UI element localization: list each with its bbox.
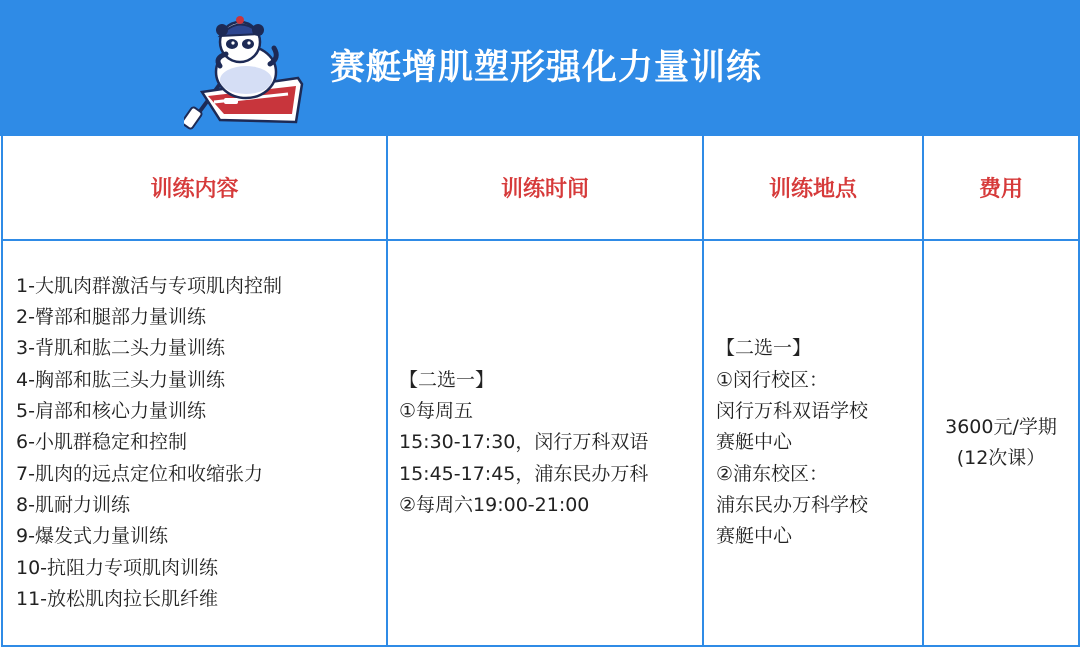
list-item: 3-背肌和肱二头力量训练 xyxy=(16,337,225,360)
header-content: 训练内容 xyxy=(2,136,387,240)
title-banner xyxy=(0,0,1080,136)
list-item: 8-肌耐力训练 xyxy=(16,493,130,516)
header-time: 训练时间 xyxy=(387,136,703,240)
list-item: 1-大肌肉群激活与专项肌肉控制 xyxy=(16,274,282,297)
time-line: ②每周六19:00-21:00 xyxy=(399,493,590,516)
list-item: 2-臀部和腿部力量训练 xyxy=(16,306,206,329)
list-item: 9-爆发式力量训练 xyxy=(16,525,168,548)
list-item: 6-小肌群稳定和控制 xyxy=(16,431,187,454)
header-location: 训练地点 xyxy=(703,136,923,240)
location-line: 赛艇中心 xyxy=(716,431,793,454)
fee-line: (12次课） xyxy=(956,447,1046,469)
location-cell xyxy=(703,240,923,646)
content-cell xyxy=(2,240,387,646)
time-cell xyxy=(387,240,703,646)
location-line: 闵行万科双语学校 xyxy=(716,400,869,423)
time-line: 【二选一】 xyxy=(399,368,495,391)
location-line: 浦东民办万科学校 xyxy=(716,493,869,516)
header-fee: 费用 xyxy=(923,136,1079,240)
page-title: 赛艇增肌塑形强化力量训练 xyxy=(330,48,763,88)
time-line: ①每周五 xyxy=(399,400,474,423)
list-item: 4-胸部和肱三头力量训练 xyxy=(16,368,225,391)
table-row xyxy=(2,240,1079,646)
list-item: 10-抗阻力专项肌肉训练 xyxy=(16,556,219,579)
location-line: ①闵行校区： xyxy=(716,368,829,391)
list-item: 7-肌肉的远点定位和收缩张力 xyxy=(16,462,263,485)
location-line: 【二选一】 xyxy=(716,337,812,360)
fee-line: 3600元/学期 xyxy=(945,415,1057,438)
list-item: 5-肩部和核心力量训练 xyxy=(16,400,206,423)
fee-cell xyxy=(923,240,1079,646)
time-line: 15:30-17:30，闵行万科双语 xyxy=(399,431,649,454)
location-line: ②浦东校区： xyxy=(716,462,829,485)
course-table xyxy=(1,136,1080,647)
location-line: 赛艇中心 xyxy=(716,525,793,548)
table-header-row xyxy=(2,136,1079,240)
rowing-panda-mascot-icon xyxy=(184,14,308,130)
list-item: 11-放松肌肉拉长肌纤维 xyxy=(16,587,219,610)
time-line: 15:45-17:45，浦东民办万科 xyxy=(399,462,649,485)
